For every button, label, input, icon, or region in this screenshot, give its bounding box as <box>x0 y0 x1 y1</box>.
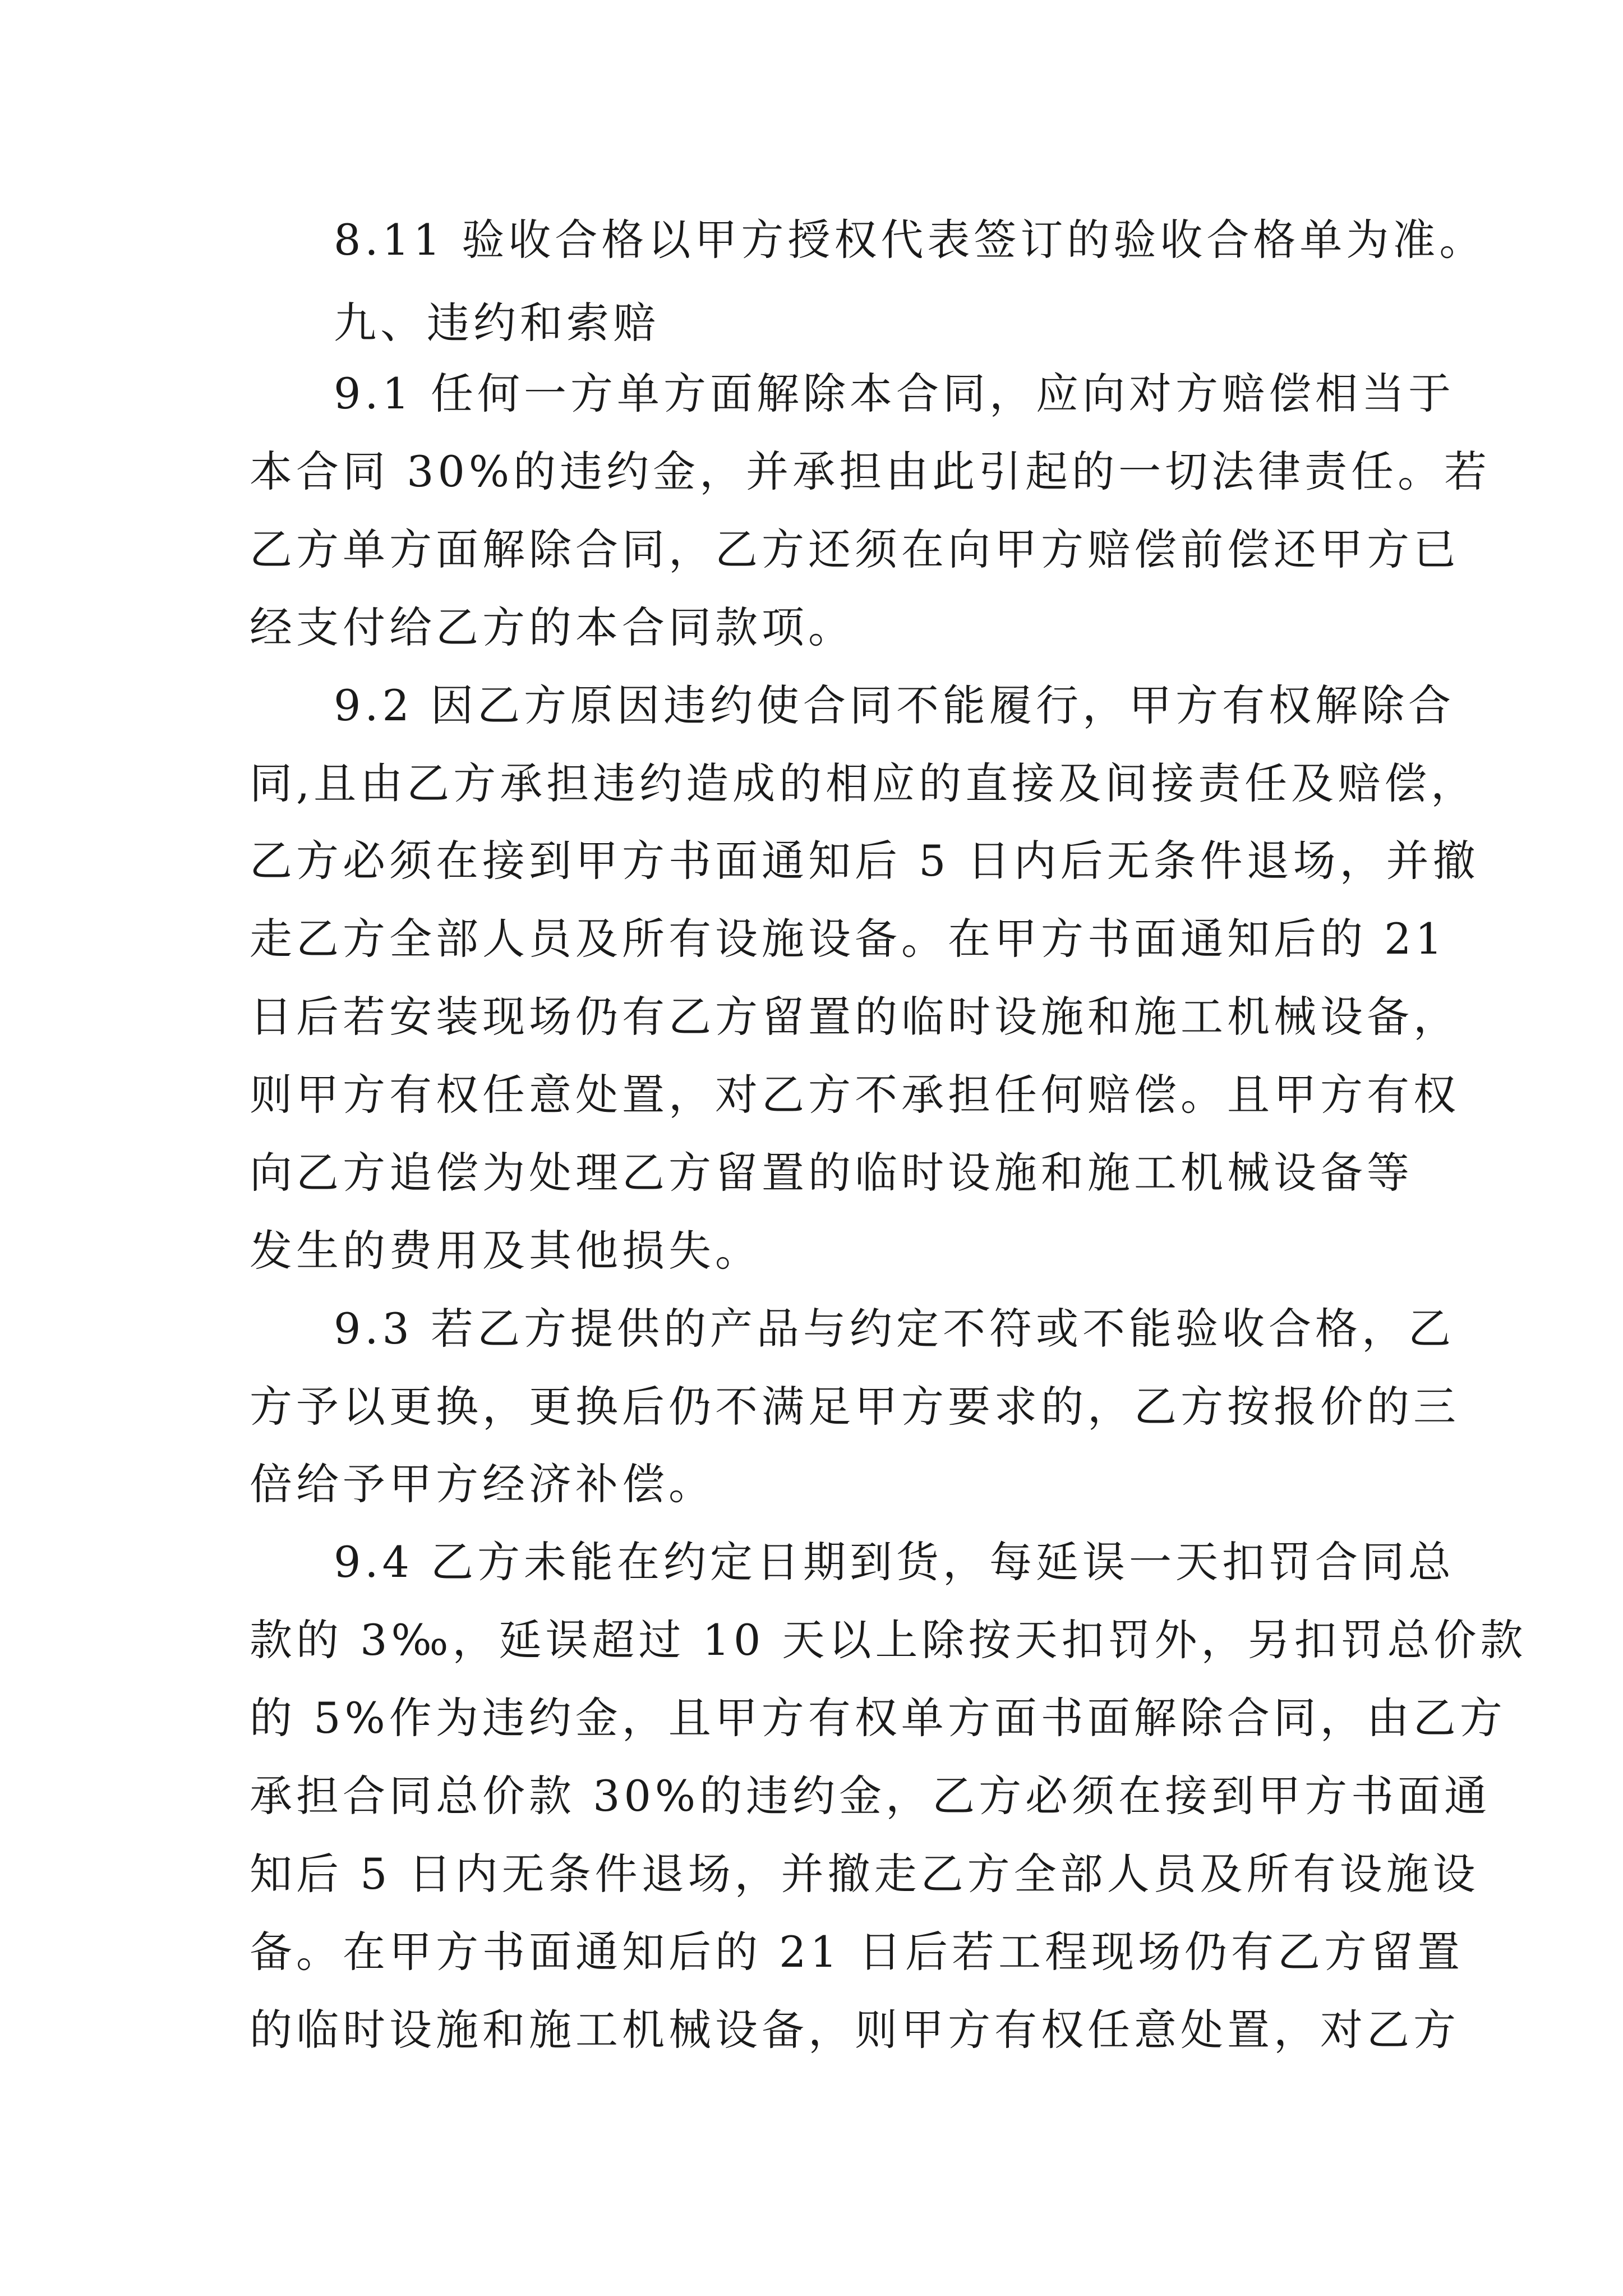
paragraph-9-2-line: 向乙方追偿为处理乙方留置的临时设施和施工机械设备等 <box>250 1148 1413 1198</box>
paragraph-9-2-line: 则甲方有权任意处置，对乙方不承担任何赔偿。且甲方有权 <box>250 1070 1460 1120</box>
paragraph-9-4-line: 的 5%作为违约金，且甲方有权单方面书面解除合同，由乙方 <box>250 1693 1506 1743</box>
paragraph-9-4-line: 的临时设施和施工机械设备，则甲方有权任意处置，对乙方 <box>250 2005 1460 2055</box>
paragraph-9-4-line: 9.4 乙方未能在约定日期到货，每延误一天扣罚合同总 <box>334 1537 1455 1587</box>
paragraph-9-2-line: 乙方必须在接到甲方书面通知后 5 日内后无条件退场，并撤 <box>250 836 1479 886</box>
paragraph-9-3-line: 9.3 若乙方提供的产品与约定不符或不能验收合格，乙 <box>334 1304 1455 1354</box>
paragraph-9-1-line: 9.1 任何一方单方面解除本合同，应向对方赔偿相当于 <box>334 369 1455 418</box>
paragraph-9-4-line: 备。在甲方书面通知后的 21 日后若工程现场仍有乙方留置 <box>250 1927 1464 1977</box>
paragraph-9-2-line: 9.2 因乙方原因违约使合同不能履行，甲方有权解除合 <box>334 680 1455 730</box>
section-heading-breach-claims: 九、违约和索赔 <box>334 298 660 348</box>
paragraph-9-4-line: 承担合同总价款 30%的违约金，乙方必须在接到甲方书面通 <box>250 1771 1491 1821</box>
paragraph-9-4-line: 知后 5 日内无条件退场，并撤走乙方全部人员及所有设施设 <box>250 1849 1479 1899</box>
paragraph-9-1-line: 经支付给乙方的本合同款项。 <box>250 602 855 652</box>
paragraph-9-2-line: 日后若安装现场仍有乙方留置的临时设施和施工机械设备， <box>250 992 1460 1042</box>
paragraph-9-2-line: 发生的费用及其他损失。 <box>250 1226 762 1276</box>
paragraph-9-2-line: 走乙方全部人员及所有设施设备。在甲方书面通知后的 21 <box>250 914 1446 964</box>
paragraph-9-2-line: 同,且由乙方承担违约造成的相应的直接及间接责任及赔偿， <box>250 758 1478 808</box>
paragraph-9-3-line: 方予以更换，更换后仍不满足甲方要求的，乙方按报价的三 <box>250 1382 1460 1432</box>
paragraph-9-3-line: 倍给予甲方经济补偿。 <box>250 1459 715 1509</box>
paragraph-9-1-line: 乙方单方面解除合同，乙方还须在向甲方赔偿前偿还甲方已 <box>250 524 1460 574</box>
paragraph-8-11: 8.11 验收合格以甲方授权代表签订的验收合格单为准。 <box>334 215 1486 265</box>
paragraph-9-1-line: 本合同 30%的违约金，并承担由此引起的一切法律责任。若 <box>250 447 1491 496</box>
paragraph-9-4-line: 款的 3‰，延误超过 10 天以上除按天扣罚外，另扣罚总价款 <box>250 1615 1527 1665</box>
